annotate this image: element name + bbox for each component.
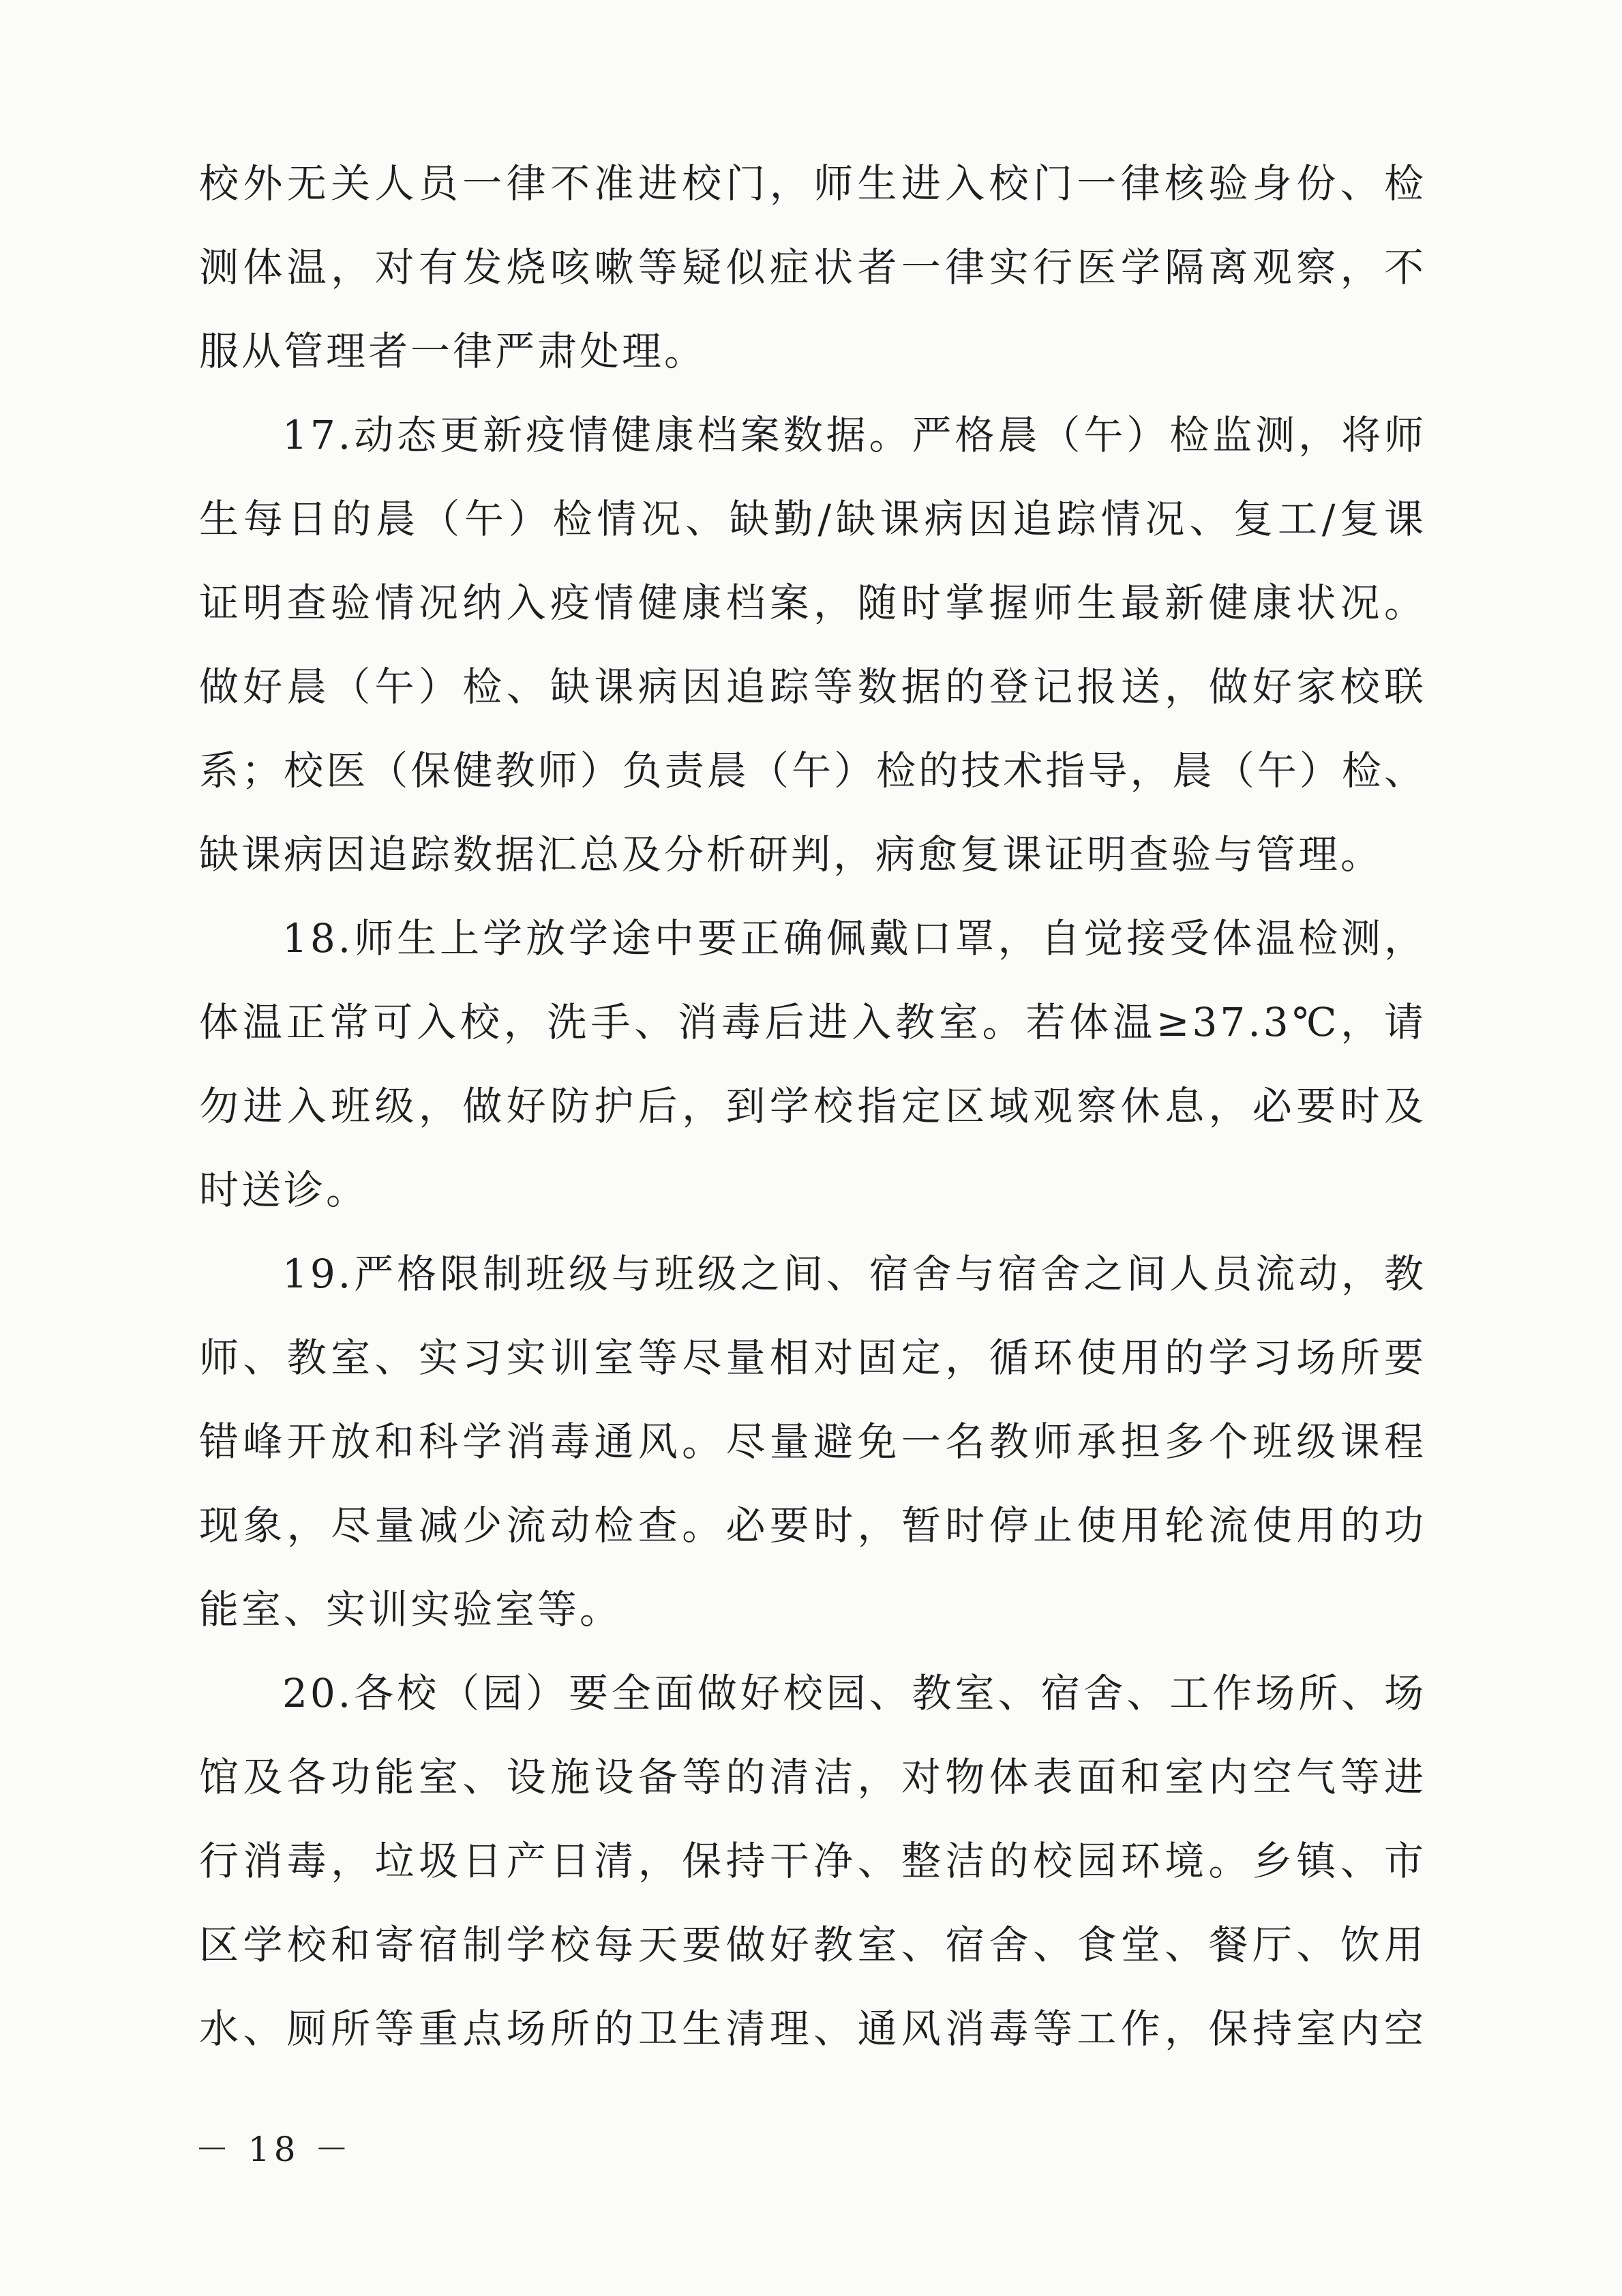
text-line: 馆及各功能室、设施设备等的清洁，对物体表面和室内空气等进: [199, 1754, 1426, 1800]
text-line: 区学校和寄宿制学校每天要做好教室、宿舍、食堂、餐厅、饮用: [199, 1922, 1426, 1968]
text-line: 行消毒，垃圾日产日清，保持干净、整洁的校园环境。乡镇、市: [199, 1838, 1426, 1884]
text-line: 能室、实训实验室等。: [199, 1586, 622, 1632]
body-text: [199, 142, 1426, 2071]
text-line: 服从管理者一律严肃处理。: [199, 328, 707, 374]
text-line: 证明查验情况纳入疫情健康档案，随时掌握师生最新健康状况。: [199, 580, 1426, 626]
text-line: 18.师生上学放学途中要正确佩戴口罩，自觉接受体温检测，: [282, 915, 1426, 961]
text-line: 17.动态更新疫情健康档案数据。严格晨（午）检监测，将师: [282, 412, 1426, 458]
text-line: 19.严格限制班级与班级之间、宿舍与宿舍之间人员流动，教: [282, 1251, 1426, 1297]
text-line: 水、厕所等重点场所的卫生清理、通风消毒等工作，保持室内空: [199, 2006, 1426, 2052]
text-line: 系；校医（保健教师）负责晨（午）检的技术指导，晨（午）检、: [199, 747, 1426, 794]
page-number: － 18 －: [195, 2130, 353, 2169]
text-line: 测体温，对有发烧咳嗽等疑似症状者一律实行医学隔离观察，不: [199, 244, 1426, 290]
text-line: 做好晨（午）检、缺课病因追踪等数据的登记报送，做好家校联: [199, 664, 1426, 710]
text-line: 体温正常可入校，洗手、消毒后进入教室。若体温≥37.3℃，请: [199, 999, 1426, 1045]
text-line: 校外无关人员一律不准进校门，师生进入校门一律核验身份、检: [199, 160, 1426, 207]
text-line: 错峰开放和科学消毒通风。尽量避免一名教师承担多个班级课程: [199, 1418, 1426, 1465]
text-line: 缺课病因追踪数据汇总及分析研判，病愈复课证明查验与管理。: [199, 831, 1383, 878]
text-line: 师、教室、实习实训室等尽量相对固定，循环使用的学习场所要: [199, 1335, 1426, 1381]
text-line: 现象，尽量减少流动检查。必要时，暂时停止使用轮流使用的功: [199, 1502, 1426, 1549]
text-line: 勿进入班级，做好防护后，到学校指定区域观察休息，必要时及: [199, 1083, 1426, 1129]
text-line: 时送诊。: [199, 1167, 369, 1213]
text-line: 生每日的晨（午）检情况、缺勤/缺课病因追踪情况、复工/复课: [199, 496, 1426, 542]
text-line: 20.各校（园）要全面做好校园、教室、宿舍、工作场所、场: [282, 1670, 1426, 1716]
